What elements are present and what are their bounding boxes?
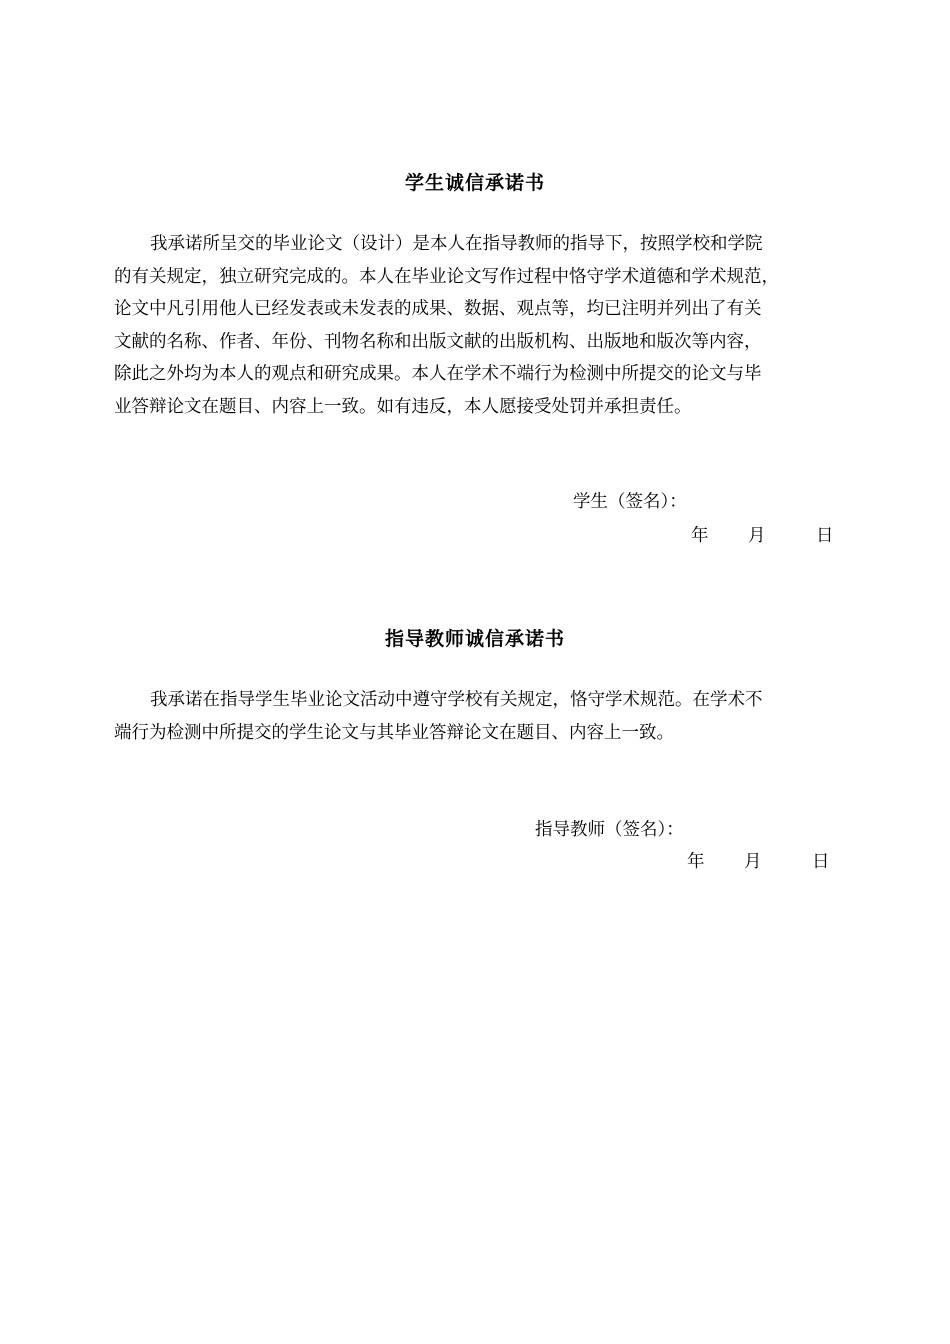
student-pledge-title: 学生诚信承诺书 [404, 172, 545, 194]
advisor-date-year: 年 [687, 852, 705, 872]
student-pledge-body [114, 228, 840, 424]
student-date-year: 年 [691, 526, 709, 546]
advisor-pledge-line: 端行为检测中所提交的学生论文与其毕业答辩论文在题目、内容上一致。 [114, 722, 674, 743]
student-pledge-line: 业答辩论文在题目、内容上一致。如有违反，本人愿接受处罚并承担责任。 [114, 396, 692, 417]
student-pledge-line: 我承诺所呈交的毕业论文（设计）是本人在指导教师的指导下，按照学校和学院 [150, 234, 763, 254]
student-pledge-line: 的有关规定，独立研究完成的。本人在毕业论文写作过程中恪守学术道德和学术规范， [114, 266, 779, 287]
student-date-day: 日 [816, 526, 834, 546]
student-pledge-line: 除此之外均为本人的观点和研究成果。本人在学术不端行为检测中所提交的论文与毕 [114, 364, 762, 385]
advisor-pledge-title: 指导教师诚信承诺书 [384, 628, 565, 650]
student-date-month: 月 [748, 526, 766, 546]
student-pledge-line: 文献的名称、作者、年份、刊物名称和出版文献的出版机构、出版地和版次等内容， [114, 331, 762, 352]
advisor-signature-label: 指导教师（签名）： [535, 820, 684, 840]
advisor-date-day: 日 [812, 852, 830, 872]
advisor-pledge-line: 我承诺在指导学生毕业论文活动中遵守学校有关规定，恪守学术规范。在学术不 [150, 690, 763, 710]
student-pledge-line: 论文中凡引用他人已经发表或未发表的成果、数据、观点等，均已注明并列出了有关 [114, 299, 762, 320]
advisor-pledge-body [114, 684, 840, 749]
advisor-date-month: 月 [744, 852, 762, 872]
student-signature-label: 学生（签名）： [573, 492, 687, 512]
